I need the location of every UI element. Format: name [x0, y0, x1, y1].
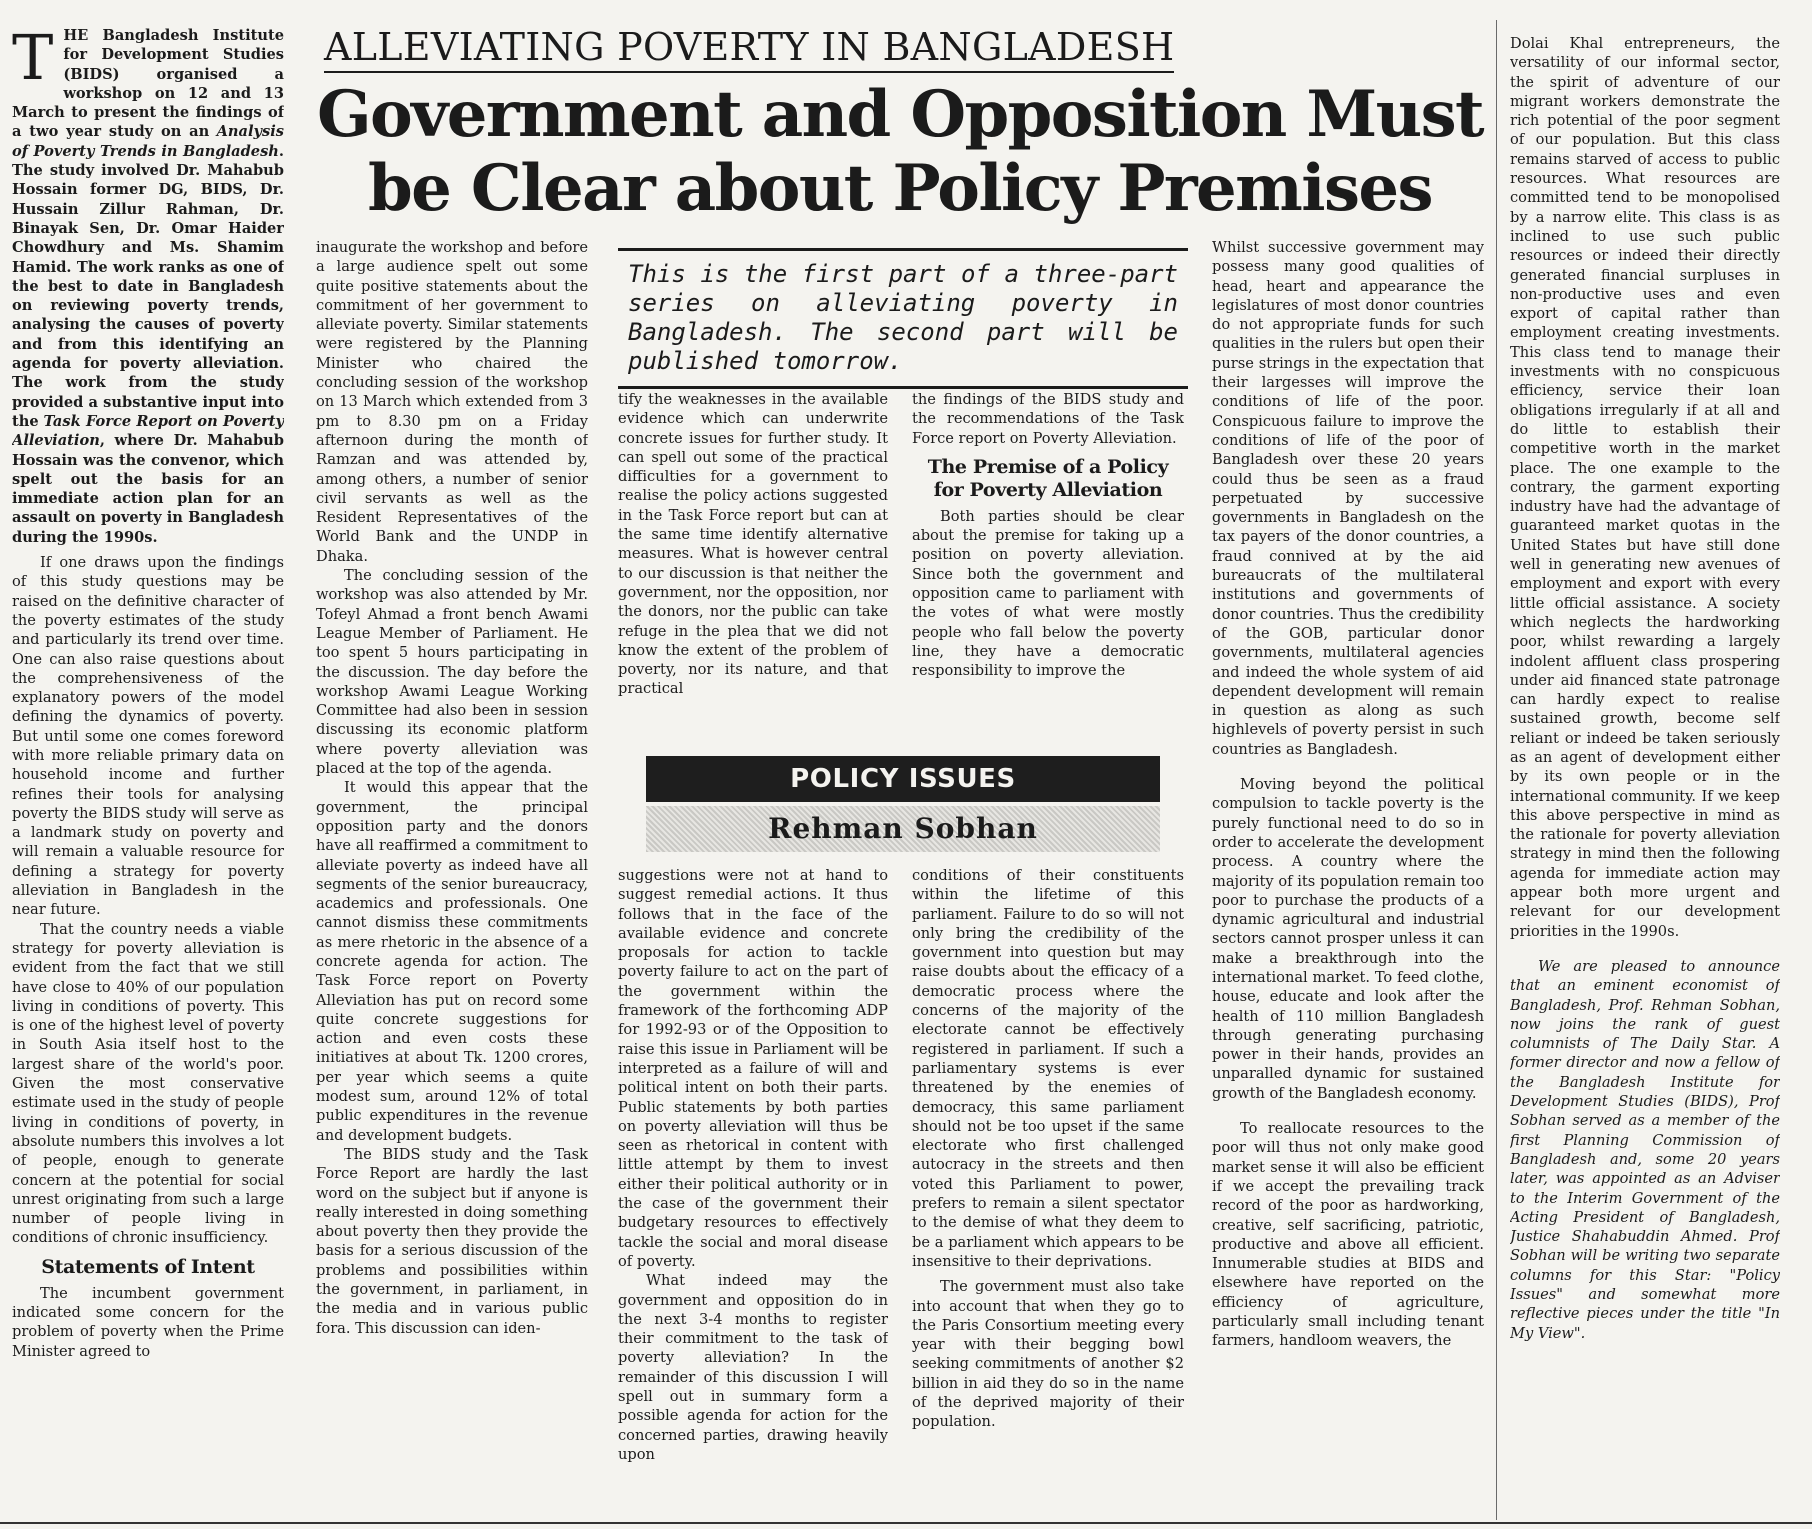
byline: Rehman Sobhan: [646, 806, 1160, 852]
paragraph: The BIDS study and the Task Force Report are hardly the last word on the subject but if anyone is really interested in doing something about poverty then they provide the basis for a serious discussion of the problems and possibilities within the government, in parliament, in the media and in various public fora. This discussion can iden-: [316, 1145, 588, 1337]
column-4-top: [912, 390, 1184, 736]
intro-end: , where Dr. Mahabub Hossain was the convenor, which spelt out the basis for an immediate action plan for an assault on poverty in Bangladesh during the 1990s.: [12, 432, 284, 546]
paragraph: the findings of the BIDS study and the recommendations of the Task Force report on Poverty Alleviation.: [912, 391, 1184, 447]
intro-lead-end: . The study involved Dr. Mahabub Hossain former DG, BIDS, Dr. Hussain Zillur Rahman, Dr. Binayak Sen, Dr. Omar Haider Chowdhury and Ms. Shamim Hamid. The work ranks as one of the best to date in Bangladesh on reviewing poverty trends, analysing the causes of poverty and from this identifying an agenda for poverty alleviation. The work from the study provided a substantive input into the: [12, 142, 284, 430]
headline-line-1: Government and Opposition Must: [317, 77, 1483, 152]
editor-note-text: We are pleased to announce that an eminent economist of Bangladesh, Prof. Rehman Sobhan, now joins the rank of guest columnists of The Daily Star. A former director and now a fellow of the Bangladesh Institute for Development Studies (BIDS), Prof Sobhan served as a member of the first Planning Commission of Bangladesh and, some 20 years later, was appointed as an Adviser to the Interim Government of the Acting President of Bangladesh, Justice Shahabuddin Ahmed. Prof Sobhan will be writing two separate columns for this Star: "Policy Issues" and somewhat more reflective pieces under the title "In My View".: [1510, 957, 1780, 1342]
paragraph: The government must also take into account that when they go to the Paris Consortium meeting every year with their begging bowl seeking commitments of another $2 billion in aid they do so in the name of the deprived majority of their population.: [912, 1278, 1184, 1431]
column-5: [1212, 238, 1484, 1522]
subheading-statements-of-intent: Statements of Intent: [41, 1255, 255, 1278]
column-2: [316, 238, 588, 1522]
column-3-bottom: [618, 866, 888, 1522]
paragraph: What indeed may the government and opposition do in the next 3-4 months to register their commitment to the task of poverty alleviation? In the remainder of this discussion I will spell out in summary form a possible agenda for action for the concerned parties, drawing heavily upon: [618, 1272, 888, 1463]
editor-note: [1510, 957, 1780, 1343]
column-banner: POLICY ISSUES: [646, 756, 1160, 802]
paragraph: The incumbent government indicated some concern for the problem of poverty when the Prime Minister agreed to: [12, 1284, 284, 1360]
subheading-premise: The Premise of a Policy for Poverty Alleviation: [927, 455, 1169, 501]
standfirst: This is the first part of a three-part series on alleviating poverty in Bangladesh. The second part will be published tomorrow.: [618, 248, 1188, 389]
paragraph: Dolai Khal entrepreneurs, the versatility of our informal sector, the spirit of adventure of our migrant workers demonstrate the rich potential of the poor segment of our population. But this class remains starved of access to public resources. What resources are committed tend to be monopolised by a narrow elite. This class is as inclined to use such public resources or indeed their directly generated financial surpluses in non-productive uses and even export of capital rather than employment creating investments. This class tend to manage their investments with no conspicuous efficiency, service their loan obligations irregularly if at all and do little to establish their competitive worth in the market place. The one example to the contrary, the garment exporting industry have had the advantage of guaranteed market quotas in the United States but have still done well in generating new avenues of employment and export with every little official assistance. A society which neglects the hardworking poor, whilst rewarding a largely indolent affluent class prospering under aid financed state patronage can hardly expect to realise sustained growth, become self reliant or indeed be taken seriously as an agent of development either by its own people or in the international community. If we keep this above perspective in mind as the rationale for poverty alleviation strategy in mind then the following agenda for immediate action may appear both more urgent and relevant for our development priorities in the 1990s.: [1510, 35, 1780, 940]
paragraph: If one draws upon the findings of this study questions may be raised on the definitive character of the poverty estimates of the study and particularly its trend over time. One can also raise questions about the comprehensiveness of the explanatory powers of the model defining the dynamics of poverty. But until some one comes foreword with more reliable primary data on household income and further refines their tools for analysing poverty the BIDS study will serve as a landmark study on poverty and will remain a valuable resource for defining a strategy for poverty alleviation in Bangladesh in the near future.: [12, 554, 284, 919]
intro-study-title: Analysis of Poverty Trends in Bangladesh: [12, 123, 284, 160]
article-headline: [300, 78, 1500, 226]
paragraph: Both parties should be clear about the premise for taking up a position on poverty alleviation. Since both the government and opposition came to parliament with the votes of what were mostly people who fall below the poverty line, they have a democratic responsibility to improve the: [912, 507, 1184, 680]
paragraph: inaugurate the workshop and before a large audience spelt out some quite positive statements about the commitment of her government to alleviate poverty. Similar statements were registered by the Planning Minister who chaired the concluding session of the workshop on 13 March which extended from 3 pm to 8.30 pm on a Friday afternoon during the month of Ramzan and was attended by, among others, a number of senior civil servants as well as the Resident Representatives of the World Bank and the UNDP in Dhaka.: [316, 239, 588, 565]
bottom-rule: [0, 1522, 1812, 1524]
paragraph: suggestions were not at hand to suggest remedial actions. It thus follows that in the face of the available evidence and concrete proposals for action to tackle poverty failure to act on the part of the government within the framework of the forthcoming ADP for 1992-93 or of the Opposition to raise this issue in Parliament will be interpreted as a failure of will and political intent on both their parts. Public statements by both parties on poverty alleviation will thus be seen as rhetorical in content with little attempt by them to invest either their political authority or in the case of the government their budgetary resources to effectively tackle the social and moral disease of poverty.: [618, 867, 888, 1270]
column-1: [12, 26, 284, 1522]
intro-report-title: Task Force Report on Poverty Alleviation: [12, 412, 284, 450]
kicker-title: ALLEVIATING POVERTY IN BANGLADESH: [324, 24, 1174, 73]
dropcap: T: [12, 26, 54, 94]
intro-lead: HE Bangladesh Institute for Development Studies (BIDS) organised a workshop on 12 and 13 March to present the findings of a two year study on an: [12, 27, 284, 141]
paragraph: conditions of their constituents within the lifetime of this parliament. Failure to do so will not only bring the credibility of the government into question but may raise doubts about the efficacy of a democratic process where the concerns of the majority of the electorate cannot be effectively registered in parliament. If such a parliamentary systems is ever threatened by the enemies of democracy, this same parliament should not be too upset if the same electorate who first challenged autocracy in the streets and then voted this Parliament to power, prefers to remain a silent spectator to the demise of what they deem to be a parliament which appears to be insensitive to their deprivations.: [912, 867, 1184, 1270]
paragraph: Moving beyond the political compulsion to tackle poverty is the purely functional need to do so in order to accelerate the development process. A country where the majority of its population remain too poor to purchase the products of a dynamic agricultural and industrial sectors cannot prosper unless it can make a breakthrough into the international market. To feed clothe, house, educate and look after the health of 110 million Bangladesh through generating purchasing power in their hands, provides an unparalled dynamic for sustained growth of the Bangladesh economy.: [1212, 776, 1484, 1102]
paragraph: To reallocate resources to the poor will thus not only make good market sense it will also be efficient if we accept the prevailing track record of the poor as hardworking, creative, self sacrificing, patriotic, productive and above all efficient. Innumerable studies at BIDS and elsewhere have reported on the efficiency of agriculture, particularly small including tenant farmers, handloom weavers, the: [1212, 1120, 1484, 1350]
column-3-top: [618, 390, 888, 736]
paragraph: It would this appear that the government, the principal opposition party and the donors have all reaffirmed a commitment to alleviate poverty as indeed have all segments of the senior bureaucracy, academics and professionals. One cannot dismiss these commitments as mere rhetoric in the absence of a concrete agenda for action. The Task Force report on Poverty Alleviation has put on record some quite concrete suggestions for action and even costs these initiatives at about Tk. 1200 crores, per year which seems a quite modest sum, around 12% of total public expenditures in the revenue and development budgets.: [316, 779, 588, 1144]
paragraph: That the country needs a viable strategy for poverty alleviation is evident from the fact that we still have close to 40% of our population living in conditions of poverty. This is one of the highest level of poverty in South Asia itself host to the largest share of the world's poor. Given the most conservative estimate used in the study of people living in conditions of poverty, in absolute numbers this involves a lot of people, enough to generate concern at the potential for social unrest originating from such a large number of people living in conditions of chronic insufficiency.: [12, 920, 284, 1247]
paragraph: Whilst successive government may possess many good qualities of head, heart and appearance the legislatures of most donor countries do not appropriate funds for such qualities in the rulers but open their purse strings in the expectation that their largesses will improve the conditions of life of the poor. Conspicuous failure to improve the conditions of life of the poor of Bangladesh over these 20 years could thus be seen as a fraud perpetuated by successive governments in Bangladesh on the tax payers of the donor countries, a fraud connived at by the aid bureaucrats of the multilateral institutions and governments of donor countries. Thus the credibility of the GOB, particular donor governments, multilateral agencies and indeed the whole system of aid dependent development will remain in question as along as such highlevels of poverty persist in such countries as Bangladesh.: [1212, 239, 1484, 758]
headline-line-2: be Clear about Policy Premises: [367, 151, 1432, 226]
intro-paragraph: [12, 26, 284, 547]
column-rule: [1496, 20, 1497, 1520]
column-4-bottom: [912, 866, 1184, 1522]
paragraph: The concluding session of the workshop was also attended by Mr. Tofeyl Ahmad a front bench Awami League Member of Parliament. He too spent 5 hours participating in the discussion. The day before the workshop Awami League Working Committee had also been in session discussing its economic platform where poverty alleviation was placed at the top of the agenda.: [316, 567, 588, 778]
column-6: [1510, 34, 1780, 1522]
paragraph: tify the weaknesses in the available evidence which can underwrite concrete issues for further study. It can spell out some of the practical difficulties for a government to realise the policy actions suggested in the Task Force report but can at the same time identify alternative measures. What is however central to our discussion is that neither the government, nor the opposition, nor the donors, nor the public can take refuge in the plea that we did not know the extent of the problem of poverty, nor its nature, and that practical: [618, 391, 888, 698]
